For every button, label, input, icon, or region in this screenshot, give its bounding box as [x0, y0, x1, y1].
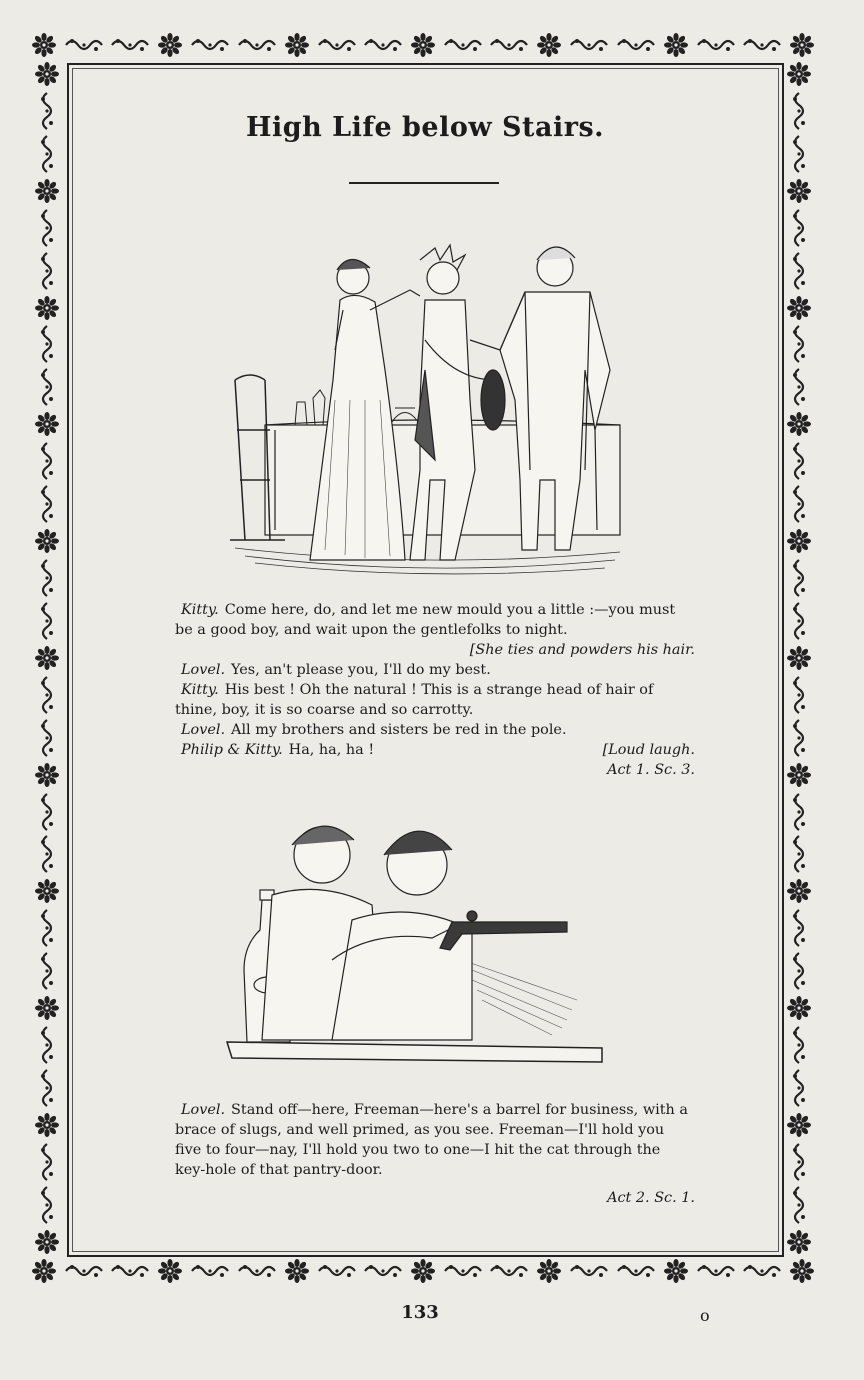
scroll-ornament-icon: [38, 601, 56, 641]
rosette-ornament-icon: [785, 527, 813, 555]
scroll-ornament-icon: [616, 36, 656, 54]
scroll-ornament-icon: [616, 1262, 656, 1280]
rosette-ornament-icon: [283, 1257, 311, 1285]
scroll-ornament-icon: [38, 951, 56, 991]
dialogue-line: [175, 720, 695, 740]
rosette-ornament-icon: [785, 1228, 813, 1256]
scroll-ornament-icon: [790, 367, 808, 407]
dialogue-line: [175, 1120, 695, 1140]
dialogue-line: [175, 680, 695, 700]
scroll-ornament-icon: [38, 1185, 56, 1225]
scroll-ornament-icon: [790, 601, 808, 641]
signature-mark: o: [700, 1306, 710, 1325]
rosette-ornament-icon: [785, 644, 813, 672]
scroll-ornament-icon: [790, 484, 808, 524]
ornament-border-right: [782, 60, 816, 1256]
scroll-ornament-icon: [790, 718, 808, 758]
rosette-ornament-icon: [785, 1111, 813, 1139]
rosette-ornament-icon: [156, 31, 184, 59]
scroll-ornament-icon: [363, 1262, 403, 1280]
rosette-ornament-icon: [33, 294, 61, 322]
speaker-label: Lovel.: [181, 662, 226, 678]
dialogue-text: brace of slugs, and well primed, as you see. Freeman—I'll hold you: [175, 1122, 665, 1138]
dialogue-line: [175, 1140, 695, 1160]
scroll-ornament-icon: [790, 792, 808, 832]
scroll-ornament-icon: [696, 36, 736, 54]
rosette-ornament-icon: [788, 1257, 816, 1285]
scroll-ornament-icon: [38, 558, 56, 598]
dialogue-text: His best ! Oh the natural ! This is a strange head of hair of: [224, 682, 654, 698]
scroll-ornament-icon: [38, 441, 56, 481]
caption-2: [175, 1100, 695, 1208]
rosette-ornament-icon: [785, 177, 813, 205]
scroll-ornament-icon: [190, 36, 230, 54]
scroll-ornament-icon: [237, 36, 277, 54]
rosette-ornament-icon: [785, 60, 813, 88]
scroll-ornament-icon: [38, 718, 56, 758]
scroll-ornament-icon: [38, 484, 56, 524]
scroll-ornament-icon: [38, 1068, 56, 1108]
scroll-ornament-icon: [237, 1262, 277, 1280]
scroll-ornament-icon: [443, 36, 483, 54]
ornament-border-left: [30, 60, 64, 1256]
scroll-ornament-icon: [38, 134, 56, 174]
rosette-ornament-icon: [30, 1257, 58, 1285]
scroll-ornament-icon: [790, 951, 808, 991]
dialogue-text: Come here, do, and let me new mould you a little :—you must: [224, 602, 676, 618]
speaker-label: Kitty.: [181, 682, 219, 698]
dialogue-line: [175, 700, 695, 720]
scroll-ornament-icon: [38, 675, 56, 715]
scroll-ornament-icon: [317, 36, 357, 54]
scroll-ornament-icon: [110, 36, 150, 54]
scroll-ornament-icon: [489, 36, 529, 54]
page-number: 133: [401, 1302, 439, 1323]
scroll-ornament-icon: [790, 1025, 808, 1065]
scroll-ornament-icon: [38, 324, 56, 364]
stage-direction: [Loud laugh.: [602, 742, 695, 758]
scroll-ornament-icon: [742, 1262, 782, 1280]
rosette-ornament-icon: [409, 31, 437, 59]
rosette-ornament-icon: [535, 31, 563, 59]
scroll-ornament-icon: [38, 792, 56, 832]
dialogue-text: All my brothers and sisters be red in the pole.: [231, 722, 567, 738]
dialogue-text: Stand off—here, Freeman—here's a barrel for business, with a: [231, 1102, 688, 1118]
speaker-label: Philip & Kitty.: [181, 742, 283, 758]
scroll-ornament-icon: [38, 367, 56, 407]
rosette-ornament-icon: [662, 1257, 690, 1285]
scroll-ornament-icon: [790, 134, 808, 174]
rosette-ornament-icon: [785, 877, 813, 905]
scroll-ornament-icon: [569, 1262, 609, 1280]
dialogue-line: [175, 620, 695, 640]
dialogue-line: [175, 660, 695, 680]
scroll-ornament-icon: [790, 1068, 808, 1108]
scroll-ornament-icon: [790, 1185, 808, 1225]
caption-1: [175, 600, 695, 780]
dialogue-line: [175, 1160, 695, 1180]
scroll-ornament-icon: [64, 1262, 104, 1280]
scroll-ornament-icon: [110, 1262, 150, 1280]
dialogue-text: key-hole of that pantry-door.: [175, 1162, 383, 1178]
rosette-ornament-icon: [33, 527, 61, 555]
speaker-label: Lovel.: [181, 1102, 226, 1118]
rosette-ornament-icon: [33, 1228, 61, 1256]
dialogue-text: be a good boy, and wait upon the gentlefolks to night.: [175, 622, 568, 638]
rosette-ornament-icon: [33, 994, 61, 1022]
scroll-ornament-icon: [64, 36, 104, 54]
dialogue-line: [175, 1100, 695, 1120]
scroll-ornament-icon: [569, 36, 609, 54]
scroll-ornament-icon: [38, 208, 56, 248]
rosette-ornament-icon: [30, 31, 58, 59]
scroll-ornament-icon: [790, 1142, 808, 1182]
engraving-pistol: [222, 810, 612, 1072]
scroll-ornament-icon: [790, 324, 808, 364]
scroll-ornament-icon: [38, 91, 56, 131]
act-scene-reference: Act 2. Sc. 1.: [607, 1190, 695, 1206]
speaker-label: Kitty.: [181, 602, 219, 618]
scroll-ornament-icon: [38, 251, 56, 291]
scroll-ornament-icon: [38, 1025, 56, 1065]
scroll-ornament-icon: [790, 834, 808, 874]
rosette-ornament-icon: [33, 1111, 61, 1139]
rosette-ornament-icon: [156, 1257, 184, 1285]
dialogue-text: Ha, ha, ha !: [288, 742, 375, 758]
rosette-ornament-icon: [662, 31, 690, 59]
rosette-ornament-icon: [785, 410, 813, 438]
page-title: High Life below Stairs.: [245, 112, 605, 143]
rosette-ornament-icon: [283, 31, 311, 59]
scroll-ornament-icon: [790, 441, 808, 481]
scroll-ornament-icon: [38, 1142, 56, 1182]
dialogue-text: five to four—nay, I'll hold you two to one—I hit the cat through the: [175, 1142, 661, 1158]
dialogue-line: [175, 740, 695, 760]
scroll-ornament-icon: [443, 1262, 483, 1280]
engraving-hair-dressing: [225, 230, 630, 582]
scroll-ornament-icon: [38, 834, 56, 874]
rosette-ornament-icon: [33, 410, 61, 438]
scroll-ornament-icon: [790, 558, 808, 598]
rosette-ornament-icon: [33, 644, 61, 672]
scroll-ornament-icon: [38, 908, 56, 948]
rosette-ornament-icon: [33, 60, 61, 88]
rosette-ornament-icon: [785, 761, 813, 789]
rosette-ornament-icon: [535, 1257, 563, 1285]
speaker-label: Lovel.: [181, 722, 226, 738]
rosette-ornament-icon: [33, 177, 61, 205]
scroll-ornament-icon: [190, 1262, 230, 1280]
scroll-ornament-icon: [742, 36, 782, 54]
stage-direction: [She ties and powders his hair.: [469, 642, 695, 658]
dialogue-text: thine, boy, it is so coarse and so carrotty.: [175, 702, 474, 718]
scroll-ornament-icon: [696, 1262, 736, 1280]
rosette-ornament-icon: [788, 31, 816, 59]
scroll-ornament-icon: [790, 675, 808, 715]
ornament-border-top: [30, 28, 816, 62]
scroll-ornament-icon: [363, 36, 403, 54]
ornament-border-bottom: [30, 1254, 816, 1288]
scroll-ornament-icon: [317, 1262, 357, 1280]
rosette-ornament-icon: [409, 1257, 437, 1285]
scroll-ornament-icon: [790, 908, 808, 948]
rosette-ornament-icon: [785, 994, 813, 1022]
scroll-ornament-icon: [790, 91, 808, 131]
scroll-ornament-icon: [790, 208, 808, 248]
act-scene-reference: Act 1. Sc. 3.: [607, 762, 695, 778]
rosette-ornament-icon: [33, 877, 61, 905]
scroll-ornament-icon: [489, 1262, 529, 1280]
scroll-ornament-icon: [790, 251, 808, 291]
rosette-ornament-icon: [33, 761, 61, 789]
rosette-ornament-icon: [785, 294, 813, 322]
dialogue-text: Yes, an't please you, I'll do my best.: [231, 662, 491, 678]
dialogue-line: [175, 600, 695, 620]
title-rule: [349, 182, 499, 184]
